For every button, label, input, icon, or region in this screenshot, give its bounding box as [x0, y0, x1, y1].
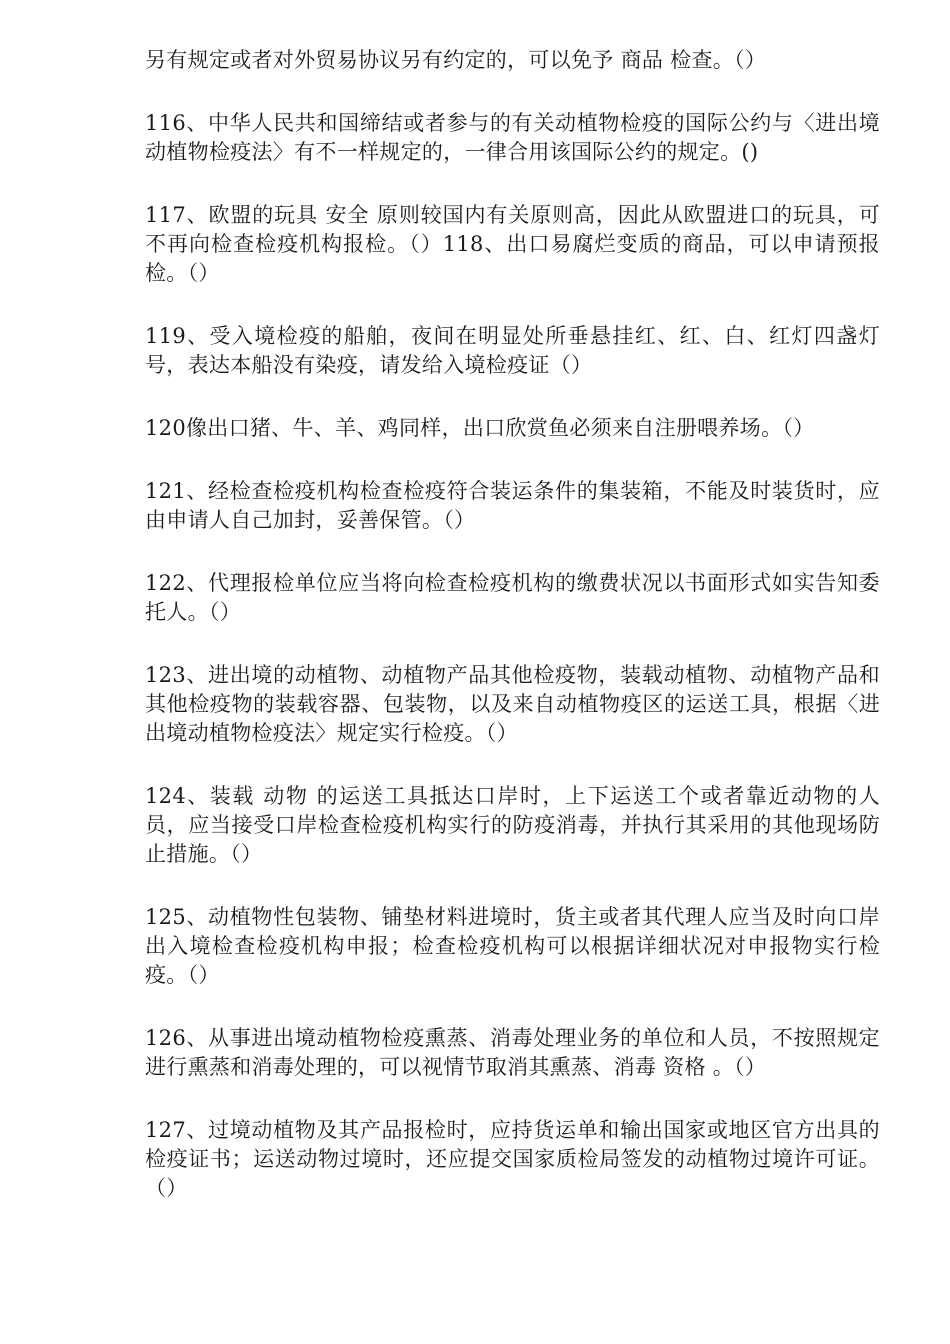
question-119: 119、受入境检疫的船舶，夜间在明显处所垂悬挂红、红、白、红灯四盏灯号，表达本船没有染疫，请发给入境检疫证（）	[145, 324, 880, 377]
question-124: 124、装载 动物 的运送工具抵达口岸时，上下运送工个或者靠近动物的人员，应当接受口岸检查检疫机构实行的防疫消毒，并执行其采用的其他现场防止措施。（）	[145, 784, 880, 866]
question-125: 125、动植物性包装物、铺垫材料进境时，货主或者其代理人应当及时向口岸出入境检查检疫机构申报；检查检疫机构可以根据详细状况对申报物实行检疫。（）	[145, 905, 880, 987]
paragraph-continuation: 另有规定或者对外贸易协议另有约定的，可以免予 商品 检查。（）	[145, 48, 767, 72]
question-117-118: 117、欧盟的玩具 安全 原则较国内有关原则高，因此从欧盟进口的玩具，可不再向检查检疫机构报检。（）118、出口易腐烂变质的商品，可以申请预报检。（）	[145, 203, 880, 285]
question-121: 121、经检查检疫机构检查检疫符合装运条件的集装箱，不能及时装货时，应由申请人自己加封，妥善保管。（）	[145, 479, 880, 532]
question-116: 116、中华人民共和国缔结或者参与的有关动植物检疫的国际公约与〈进出境动植物检疫法〉有不一样规定的，一律合用该国际公约的规定。()	[145, 111, 880, 164]
question-126: 126、从事进出境动植物检疫熏蒸、消毒处理业务的单位和人员，不按照规定进行熏蒸和消毒处理的，可以视情节取消其熏蒸、消毒 资格 。（）	[145, 1026, 880, 1079]
question-123: 123、进出境的动植物、动植物产品其他检疫物，装载动植物、动植物产品和其他检疫物的装载容器、包装物，以及来自动植物疫区的运送工具，根据〈进出境动植物检疫法〉规定实行检疫。（）	[145, 663, 880, 745]
question-127: 127、过境动植物及其产品报检时，应持货运单和输出国家或地区官方出具的检疫证书；运送动物过境时，还应提交国家质检局签发的动植物过境许可证。（）	[145, 1118, 880, 1200]
question-120: 120像出口猪、牛、羊、鸡同样，出口欣赏鱼必须来自注册喂养场。（）	[145, 416, 815, 440]
question-122: 122、代理报检单位应当将向检查检疫机构的缴费状况以书面形式如实告知委托人。（）	[145, 571, 880, 624]
document-body	[145, 46, 880, 1237]
